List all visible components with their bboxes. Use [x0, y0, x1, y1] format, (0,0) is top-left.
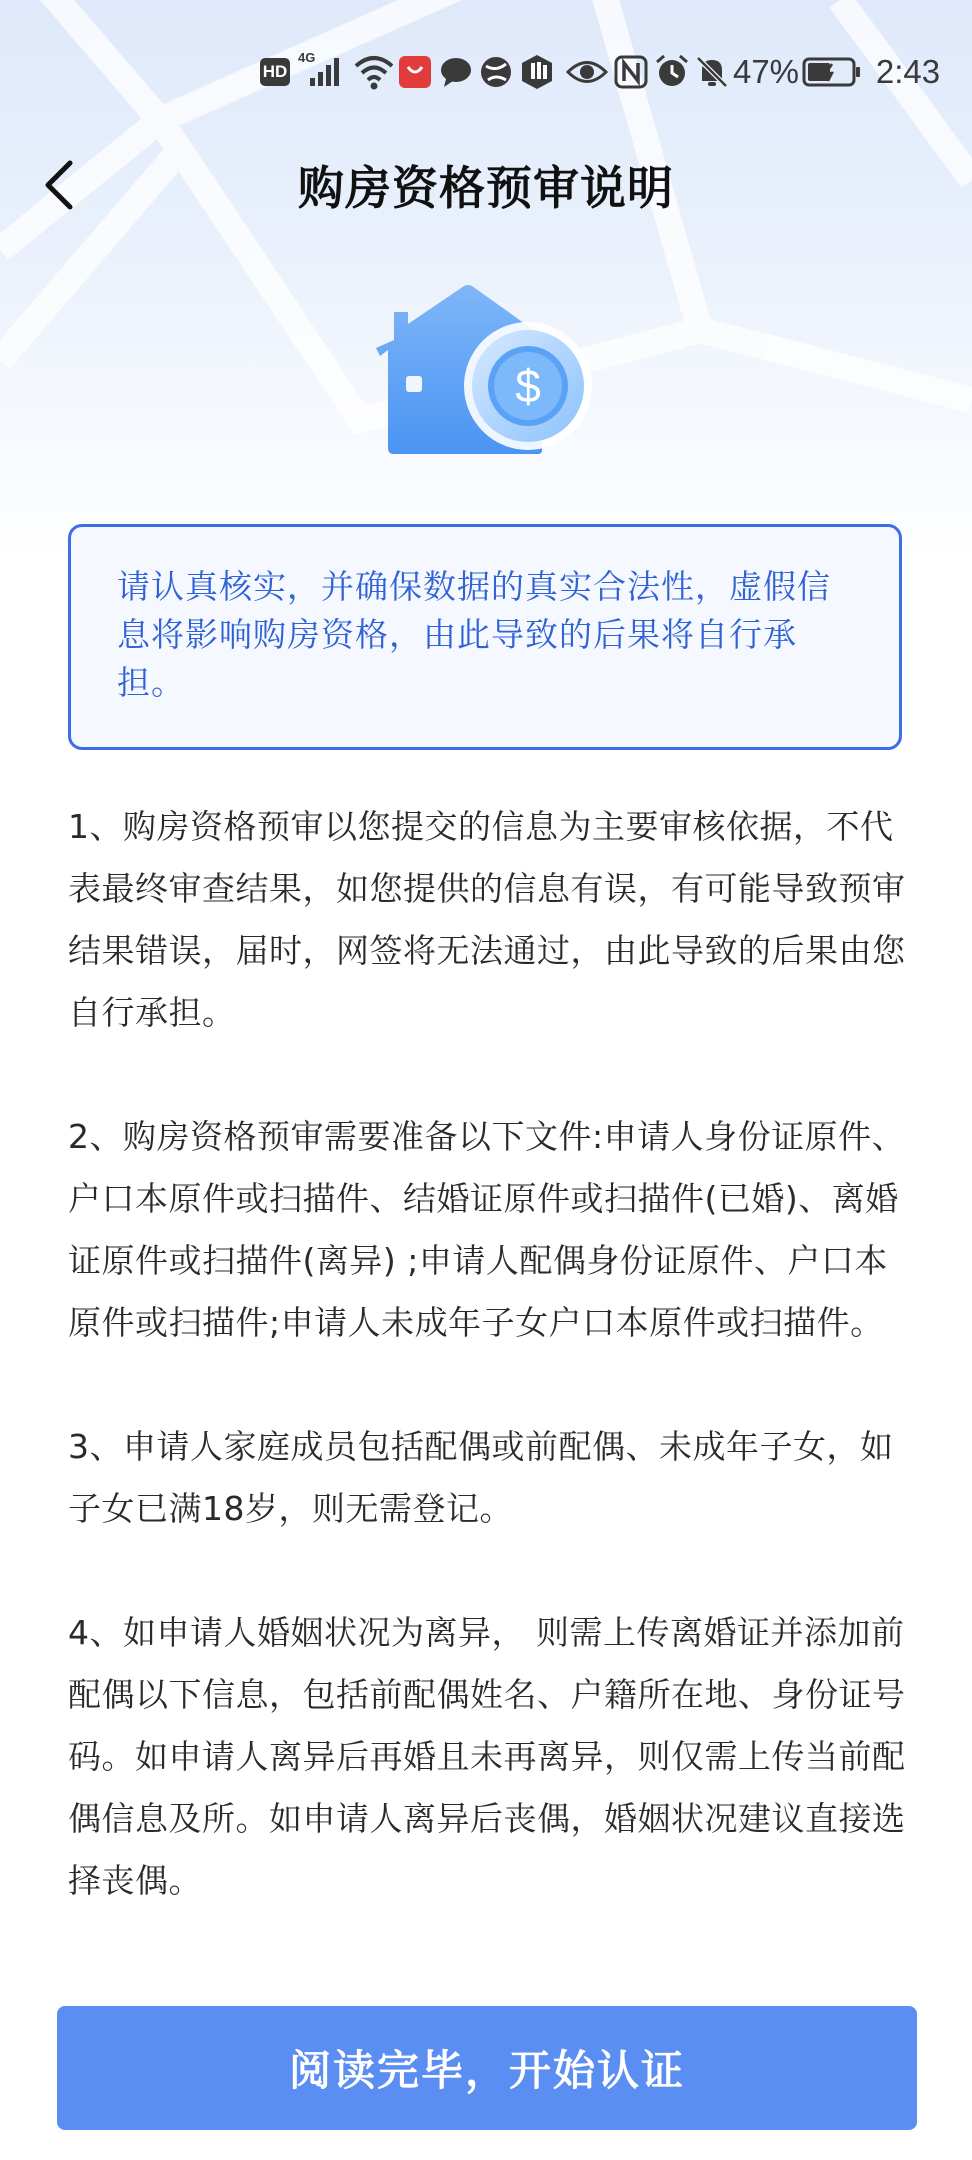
signal-icon: 4G — [296, 48, 346, 96]
hand-icon — [518, 48, 556, 96]
instruction-item-2: 2、购房资格预审需要准备以下文件:申请人身份证原件、户口本原件或扫描件、结婚证原件或扫描件(已婚)、离婚证原件或扫描件(离异) ;申请人配偶身份证原件、户口本原件或扫描件;申请人未成年子女户口本原件或扫描件。 — [68, 1117, 906, 1342]
house-dollar-icon — [376, 282, 596, 462]
wifi-icon — [352, 48, 396, 96]
warning-notice — [68, 524, 902, 750]
svg-text:$: $ — [515, 360, 541, 412]
notice-text: 请认真核实，并确保数据的真实合法性，虚假信息将影响购房资格，由此导致的后果将自行承担。 — [117, 567, 831, 702]
battery-icon — [802, 48, 862, 96]
instruction-item-4: 4、如申请人婚姻状况为离异， 则需上传离婚证并添加前配偶以下信息，包括前配偶姓名、户籍所在地、身份证号码。如申请人离异后再婚且未再离异，则仅需上传当前配偶信息及所。如申请人离异后丧偶，婚姻状况建议直接选择丧偶。 — [68, 1613, 906, 1900]
page-title: 购房资格预审说明 — [298, 161, 674, 215]
globe-icon — [478, 48, 514, 96]
app-notification-icon — [398, 48, 432, 96]
start-verification-button[interactable]: 阅读完毕，开始认证 — [57, 2006, 917, 2130]
hd-icon: HD — [258, 48, 292, 96]
instruction-item-1: 1、购房资格预审以您提交的信息为主要审核依据，不代表最终审查结果，如您提供的信息有误，有可能导致预审结果错误，届时，网签将无法通过，由此导致的后果由您自行承担。 — [68, 807, 906, 1032]
battery-percent: 47% — [732, 53, 800, 90]
clock: 2:43 — [875, 53, 941, 90]
chat-icon — [438, 48, 474, 96]
alarm-icon — [654, 48, 690, 96]
instruction-item-3: 3、申请人家庭成员包括配偶或前配偶、未成年子女，如子女已满18岁，则无需登记。 — [68, 1427, 894, 1528]
instruction-list — [68, 796, 908, 1974]
nfc-icon — [614, 48, 648, 96]
eye-icon — [566, 48, 608, 96]
status-bar — [0, 48, 972, 96]
mute-icon — [694, 48, 730, 96]
